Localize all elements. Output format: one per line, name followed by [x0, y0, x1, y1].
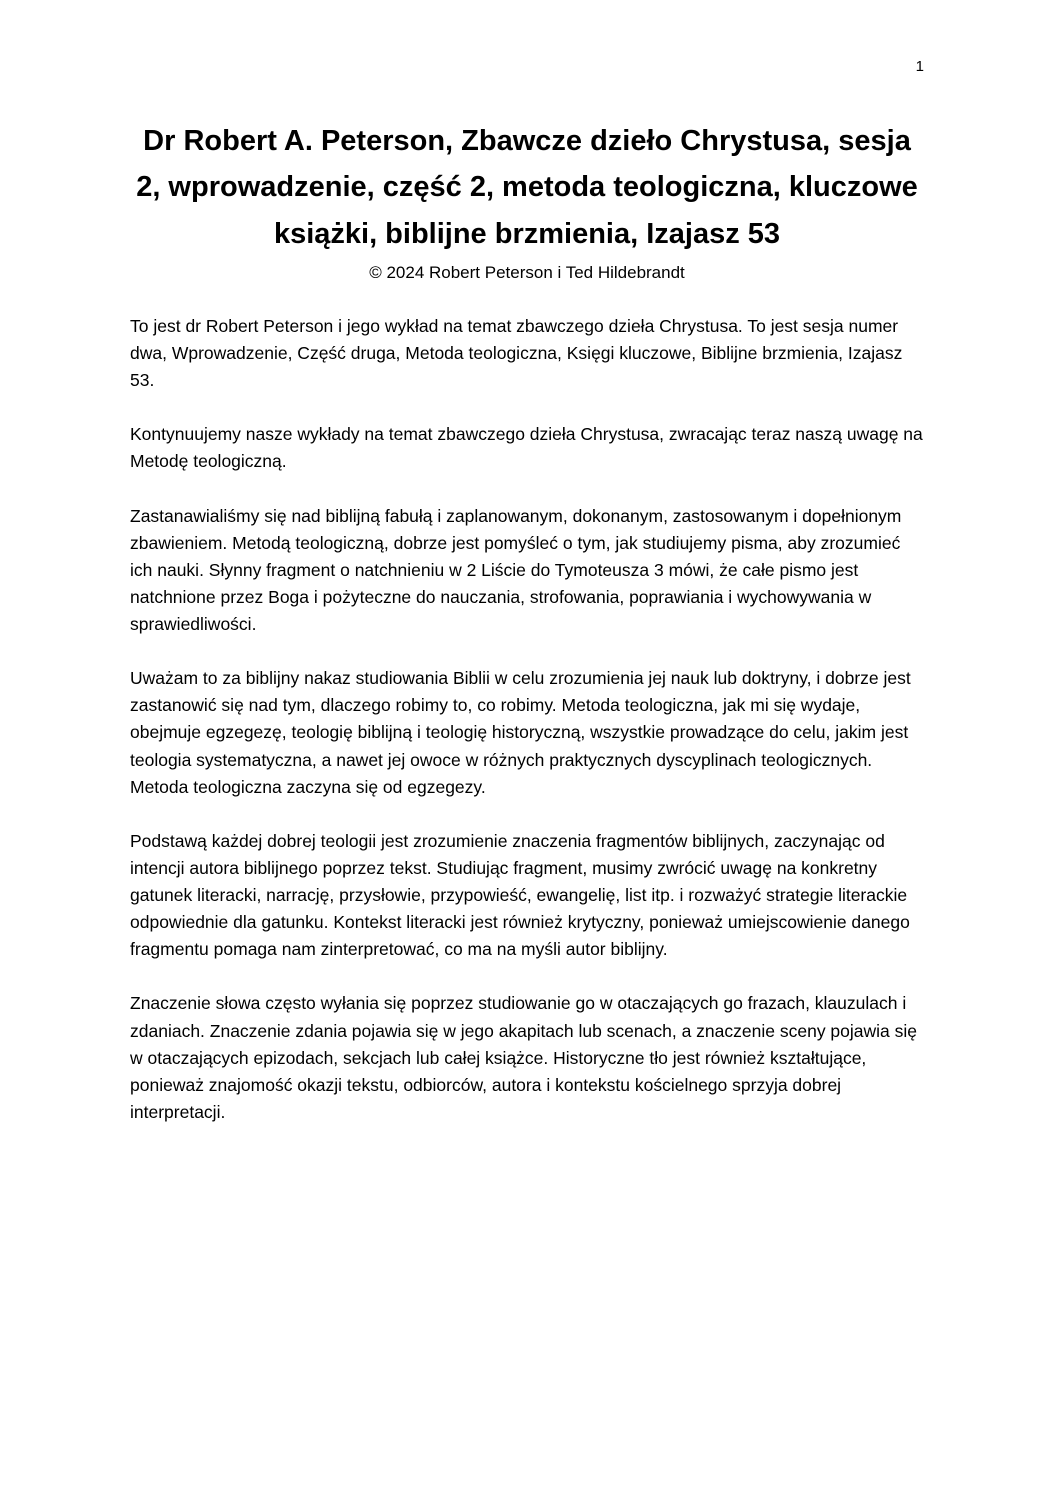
document-body: [130, 313, 924, 1126]
paragraph: Uważam to za biblijny nakaz studiowania Biblii w celu zrozumienia jej nauk lub doktryny, i dobrze jest zastanowić się nad tym, dlaczego robimy to, co robimy. Metoda teologiczna, jak mi się wydaje, obejmuje egzegezę, teologię biblijną i teologię historyczną, wszystkie prowadzące do celu, jakim jest teologia systematyczna, a nawet jej owoce w różnych praktycznych dyscyplinach teologicznych. Metoda teologiczna zaczyna się od egzegezy.: [130, 668, 911, 797]
copyright-line: © 2024 Robert Peterson i Ted Hildebrandt: [369, 263, 685, 283]
page-number: 1: [915, 58, 924, 75]
paragraph: Znaczenie słowa często wyłania się poprzez studiowanie go w otaczających go frazach, klauzulach i zdaniach. Znaczenie zdania pojawia się w jego akapitach lub scenach, a znaczenie sceny pojawia się w otaczających epizodach, sekcjach lub całej książce. Historyczne tło jest również kształtujące, ponieważ znajomość okazji tekstu, odbiorców, autora i kontekstu kościelnego sprzyja dobrej interpretacji.: [130, 993, 918, 1122]
paragraph: To jest dr Robert Peterson i jego wykład na temat zbawczego dzieła Chrystusa. To jest sesja numer dwa, Wprowadzenie, Część druga, Metoda teologiczna, Księgi kluczowe, Biblijne brzmienia, Izajasz 53.: [130, 315, 903, 391]
paragraph: Zastanawialiśmy się nad biblijną fabułą i zaplanowanym, dokonanym, zastosowanym i dopełnionym zbawieniem. Metodą teologiczną, dobrze jest pomyśleć o tym, jak studiujemy pisma, aby zrozumieć ich nauki. Słynny fragment o natchnieniu w 2 Liście do Tymoteusza 3 mówi, że całe pismo jest natchnione przez Boga i pożyteczne do nauczania, strofowania, poprawiania i wychowywania w sprawiedliwości.: [130, 505, 902, 635]
paragraph: Podstawą każdej dobrej teologii jest zrozumienie znaczenia fragmentów biblijnych, zaczynając od intencji autora biblijnego poprzez tekst. Studiując fragment, musimy zwrócić uwagę na konkretny gatunek literacki, narrację, przysłowie, przypowieść, ewangelię, list itp. i rozważyć strategie literackie odpowiednie dla gatunku. Kontekst literacki jest również krytyczny, ponieważ umiejscowienie danego fragmentu pomaga nam zinterpretować, co ma na myśli autor biblijny.: [130, 830, 910, 960]
document-title: Dr Robert A. Peterson, Zbawcze dzieło Chrystusa, sesja 2, wprowadzenie, część 2, metoda teologiczna, kluczowe książki, biblijne brzmienia, Izajasz 53: [136, 125, 918, 250]
paragraph: Kontynuujemy nasze wykłady na temat zbawczego dzieła Chrystusa, zwracając teraz naszą uwagę na Metodę teologiczną.: [130, 424, 923, 472]
